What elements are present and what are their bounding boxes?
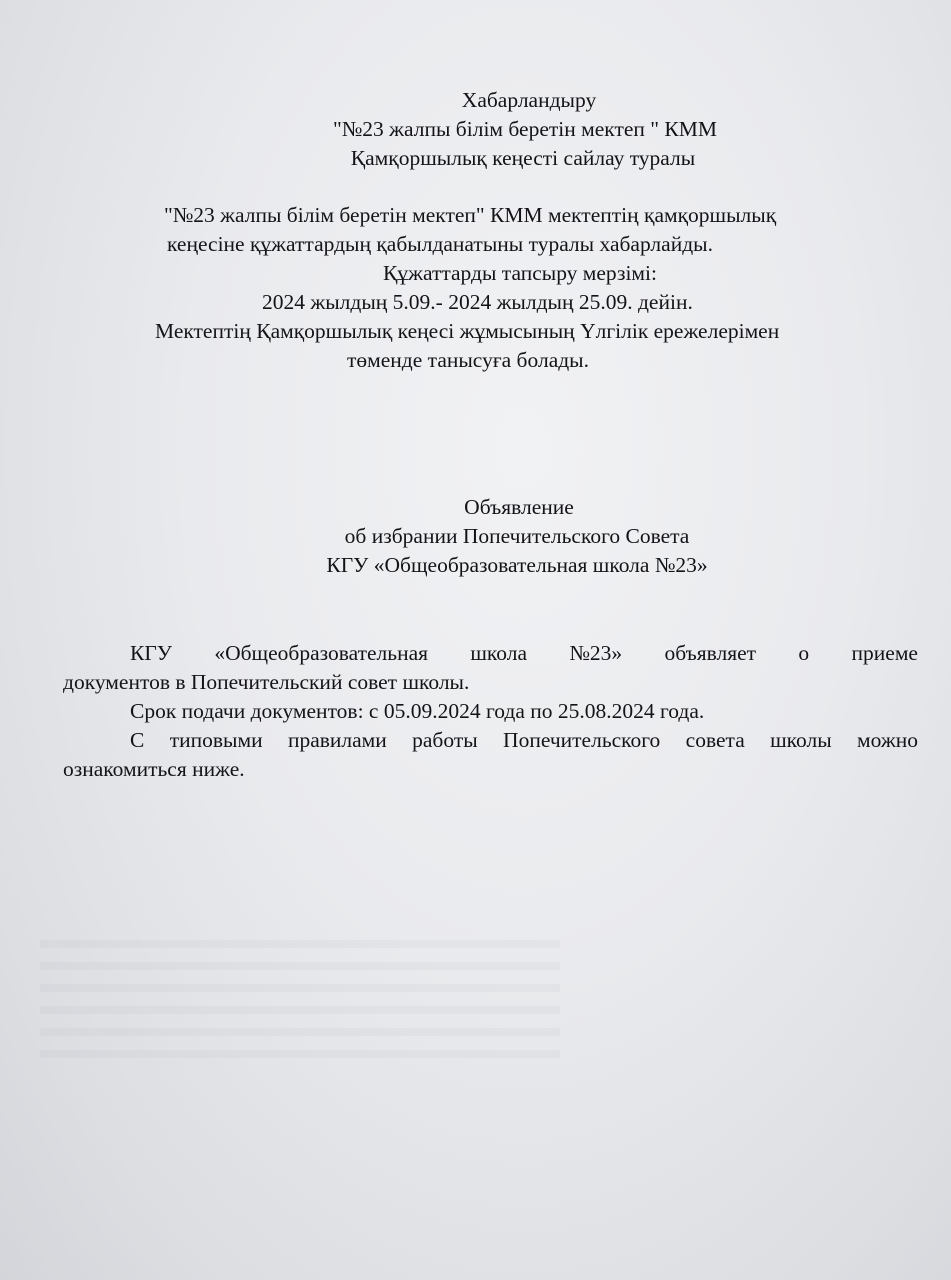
russian-title-subject: об избрании Попечительского Совета	[344, 524, 690, 548]
word: №23»	[569, 641, 623, 665]
word: приеме	[851, 641, 918, 665]
word: работы	[412, 728, 478, 752]
kazakh-title-subject: Қамқоршылық кеңесті сайлау туралы	[350, 146, 696, 170]
word: Попечительского	[503, 728, 661, 752]
russian-paragraph-3	[130, 726, 918, 754]
kazakh-body-line: Мектептің Қамқоршылық кеңесі жұмысының Үлгілік ережелерімен	[155, 319, 780, 343]
kazakh-body-line: "№23 жалпы білім беретін мектеп" КММ мектептің қамқоршылық	[164, 203, 777, 227]
word: школа	[470, 641, 528, 665]
russian-deadline: Срок подачи документов: с 05.09.2024 года по 25.08.2024 года.	[130, 699, 705, 723]
word: можно	[857, 728, 918, 752]
kazakh-title: Хабарландыру	[461, 88, 597, 112]
word: объявляет	[664, 641, 757, 665]
russian-paragraph-3-end: ознакомиться ниже.	[63, 757, 245, 781]
word: совета	[685, 728, 745, 752]
word: КГУ	[130, 641, 172, 665]
russian-title: Объявление	[464, 495, 574, 519]
kazakh-title-org: "№23 жалпы білім беретін мектеп " КММ	[333, 117, 717, 141]
word: «Общеобразовательная	[214, 641, 429, 665]
kazakh-deadline-dates: 2024 жылдың 5.09.- 2024 жылдың 25.09. дейін.	[262, 290, 693, 314]
kazakh-body-line: төменде танысуға болады.	[347, 348, 589, 372]
kazakh-deadline-label: Құжаттарды тапсыру мерзімі:	[383, 261, 657, 285]
russian-title-org: КГУ «Общеобразовательная школа №23»	[326, 553, 708, 577]
word: С	[130, 728, 145, 752]
word: школы	[770, 728, 832, 752]
russian-paragraph-1-end: документов в Попечительский совет школы.	[63, 670, 470, 694]
word: типовыми	[169, 728, 263, 752]
russian-paragraph-1	[130, 639, 918, 667]
kazakh-body-line: кеңесіне құжаттардың қабылданатыны туралы хабарлайды.	[167, 232, 713, 256]
word: о	[798, 641, 810, 665]
word: правилами	[287, 728, 387, 752]
